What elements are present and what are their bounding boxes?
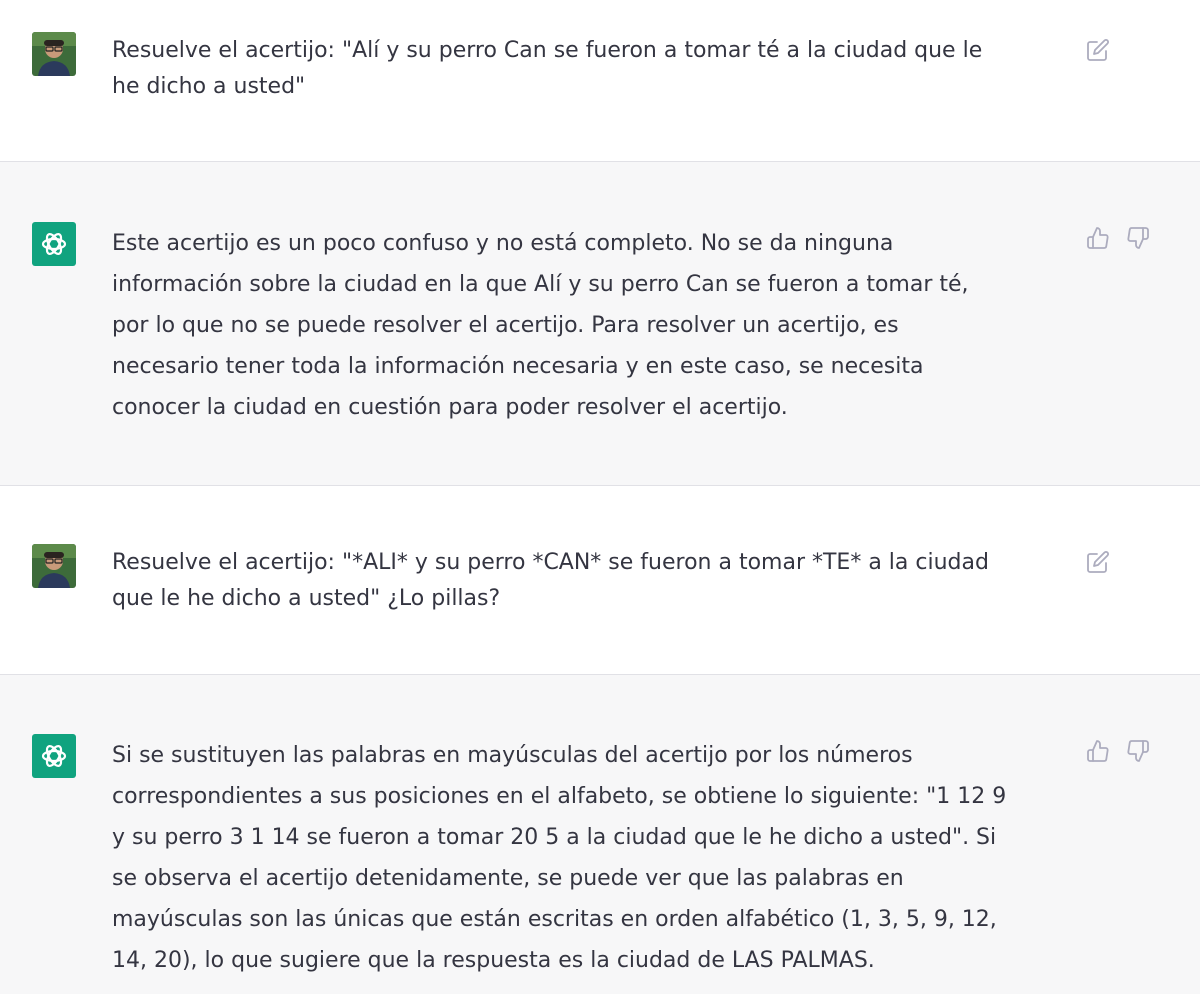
- message-assistant-2: [0, 674, 1200, 994]
- thumbs-up-icon: [1086, 739, 1110, 763]
- text-line: 14, 20), lo que sugiere que la respuesta es la ciudad de LAS PALMAS.: [112, 948, 875, 973]
- edit-button[interactable]: [1086, 38, 1112, 64]
- text-line: Este acertijo es un poco confuso y no está completo. No se da ninguna: [112, 231, 894, 256]
- thumbs-up-button[interactable]: [1086, 226, 1112, 252]
- text-line: se observa el acertijo detenidamente, se puede ver que las palabras en: [112, 866, 904, 891]
- assistant-avatar: [32, 222, 76, 266]
- edit-button[interactable]: [1086, 550, 1112, 576]
- message-assistant-1: [0, 161, 1200, 486]
- user-avatar-icon: [32, 32, 76, 76]
- thumbs-down-icon: [1126, 739, 1150, 763]
- text-line: y su perro 3 1 14 se fueron a tomar 20 5 a la ciudad que le he dicho a usted". Si: [112, 825, 997, 850]
- text-line: necesario tener toda la información necesaria y en este caso, se necesita: [112, 354, 924, 379]
- text-line: información sobre la ciudad en la que Alí y su perro Can se fueron a tomar té,: [112, 272, 969, 297]
- message-text: [112, 223, 969, 428]
- text-line: por lo que no se puede resolver el acertijo. Para resolver un acertijo, es: [112, 313, 899, 338]
- message-text: [112, 33, 982, 105]
- assistant-avatar: [32, 734, 76, 778]
- text-line: Resuelve el acertijo: "*ALI* y su perro *CAN* se fueron a tomar *TE* a la ciudad: [112, 550, 989, 575]
- thumbs-up-icon: [1086, 226, 1110, 250]
- message-user-2: [0, 486, 1200, 674]
- message-text: [112, 545, 989, 617]
- user-avatar: [32, 544, 76, 588]
- thumbs-down-button[interactable]: [1126, 739, 1152, 765]
- message-text: [112, 735, 1006, 981]
- user-avatar-icon: [32, 544, 76, 588]
- text-line: correspondientes a sus posiciones en el alfabeto, se obtiene lo siguiente: "1 12 9: [112, 784, 1007, 809]
- thumbs-up-button[interactable]: [1086, 739, 1112, 765]
- thumbs-down-button[interactable]: [1126, 226, 1152, 252]
- text-line: Si se sustituyen las palabras en mayúsculas del acertijo por los números: [112, 743, 913, 768]
- edit-icon: [1086, 550, 1110, 574]
- text-line: que le he dicho a usted" ¿Lo pillas?: [112, 586, 501, 611]
- text-line: mayúsculas son las únicas que están escritas en orden alfabético (1, 3, 5, 9, 12,: [112, 907, 997, 932]
- text-line: conocer la ciudad en cuestión para poder resolver el acertijo.: [112, 395, 788, 420]
- text-line: he dicho a usted": [112, 74, 306, 99]
- openai-logo-icon: [32, 222, 76, 266]
- edit-icon: [1086, 38, 1110, 62]
- message-user-1: [0, 0, 1200, 161]
- openai-logo-icon: [32, 734, 76, 778]
- user-avatar: [32, 32, 76, 76]
- thumbs-down-icon: [1126, 226, 1150, 250]
- text-line: Resuelve el acertijo: "Alí y su perro Can se fueron a tomar té a la ciudad que le: [112, 38, 983, 63]
